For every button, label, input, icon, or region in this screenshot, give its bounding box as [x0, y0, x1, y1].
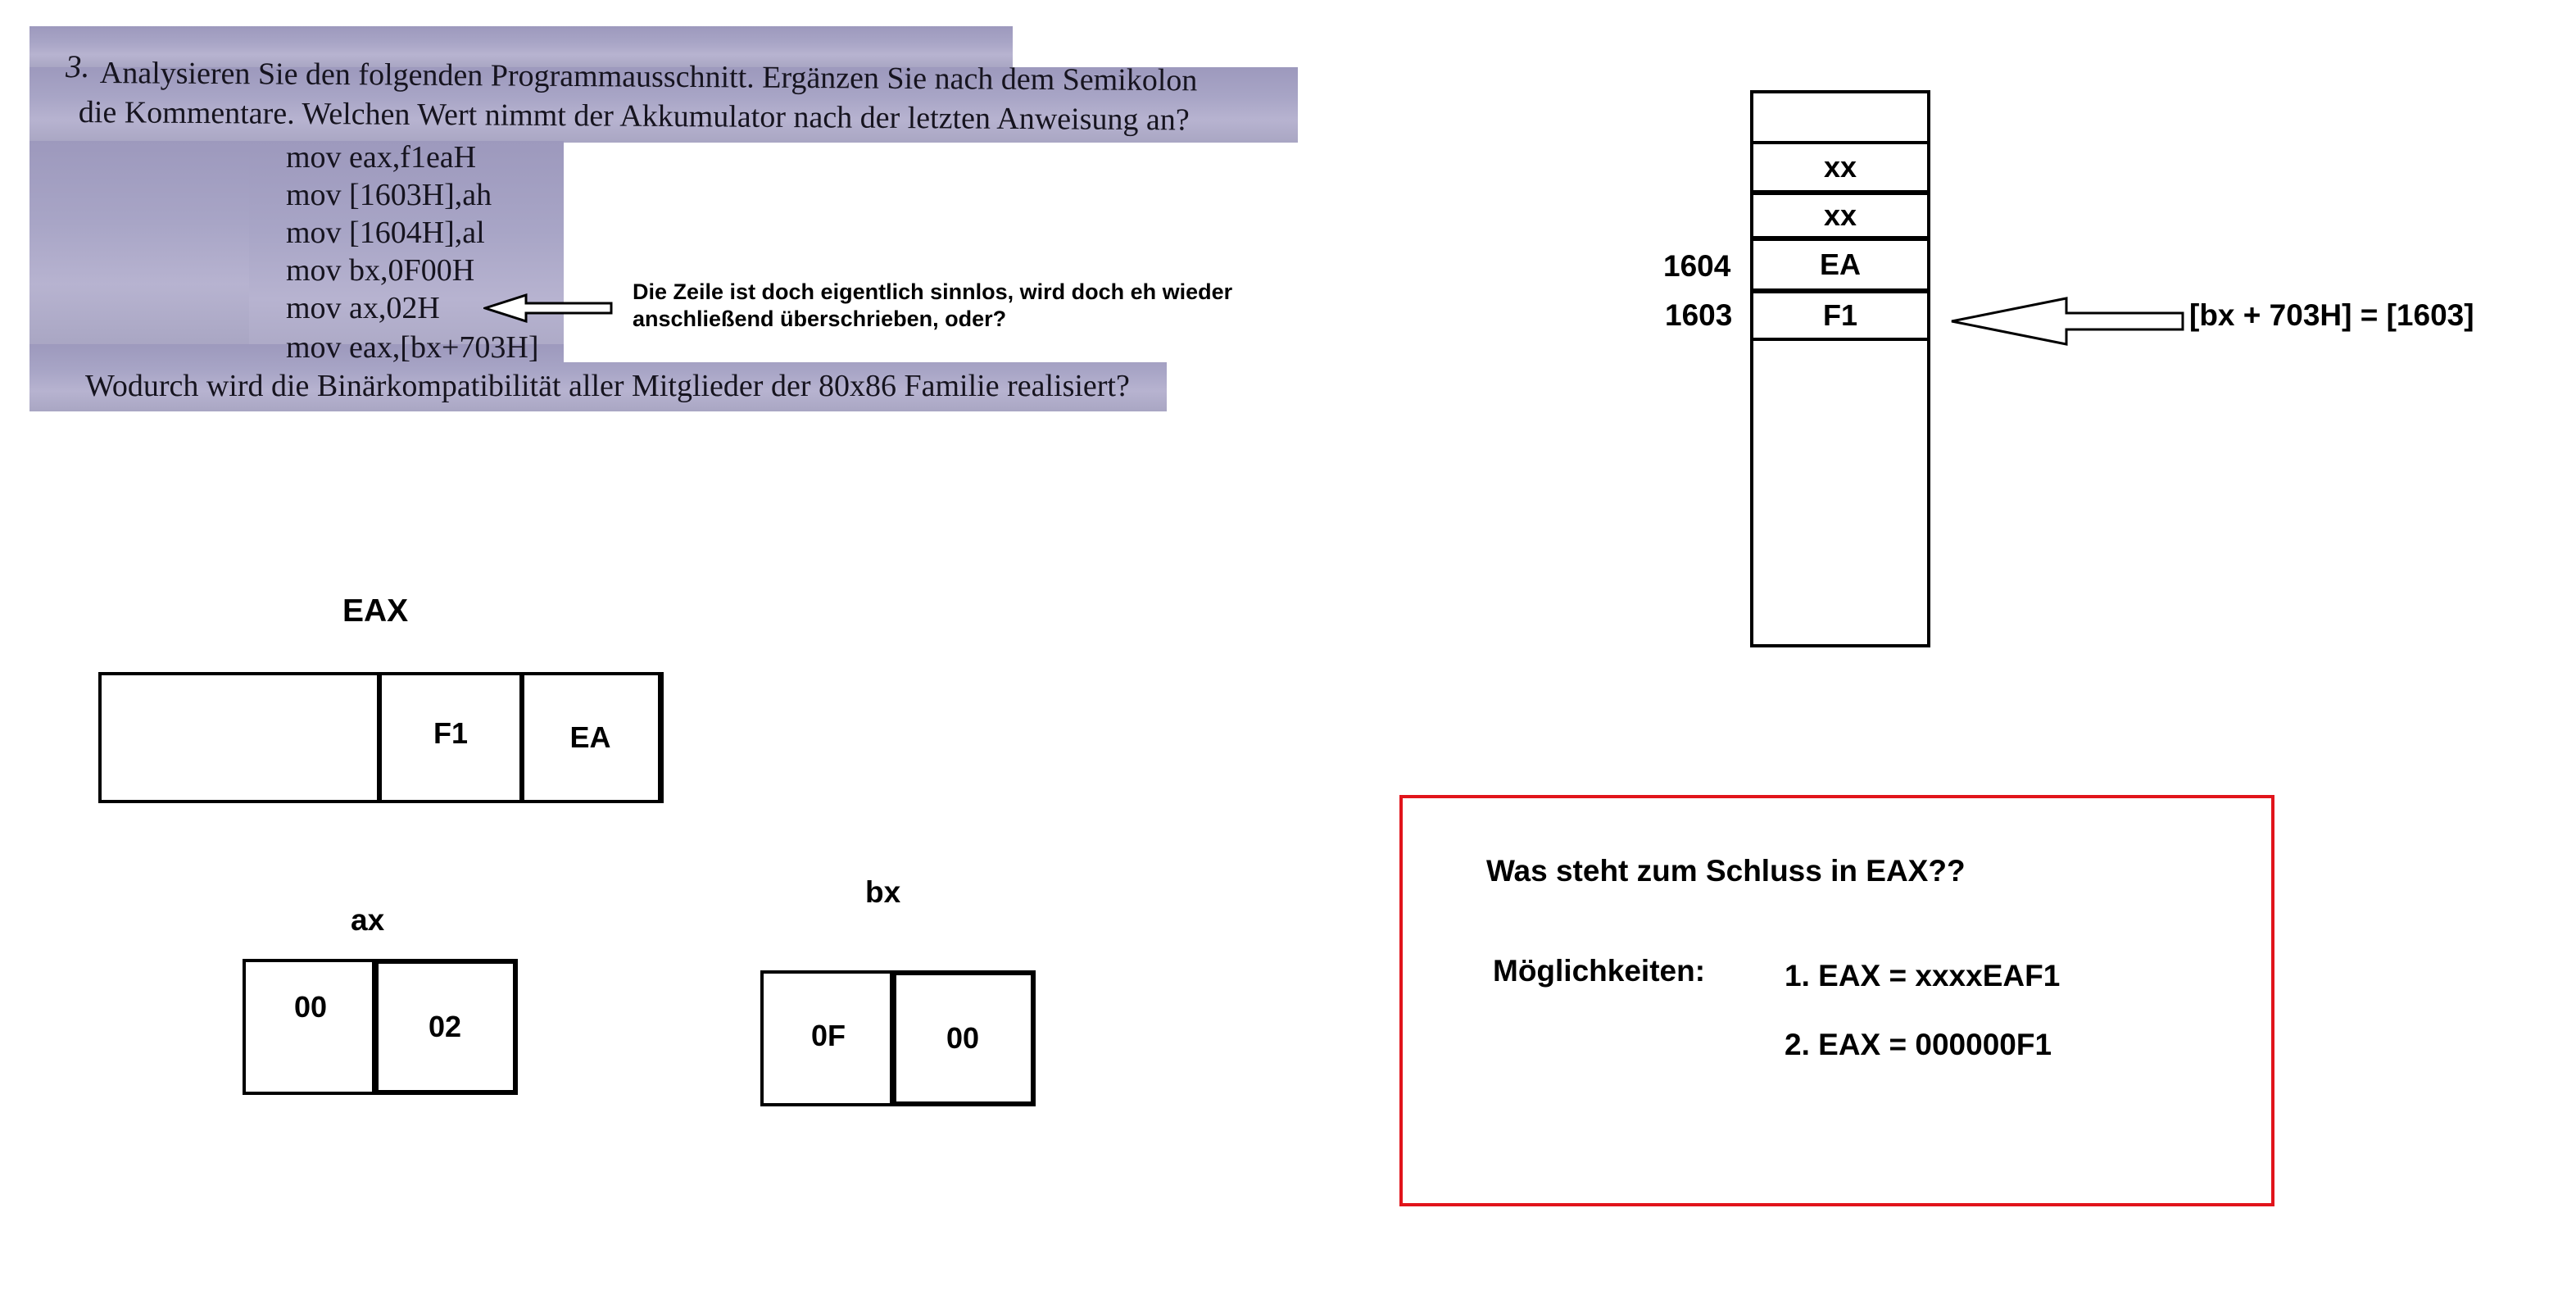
next-question: Wodurch wird die Binärkompatibilität aller Mitglieder der 80x86 Familie realisiert? [85, 369, 1130, 403]
bx-cell-low: 00 [890, 970, 1036, 1106]
exercise-line1: Analysieren Sie den folgenden Programmausschnitt. Ergänzen Sie nach dem Semikolon [99, 56, 1198, 98]
options-label: Möglichkeiten: [1493, 954, 1706, 988]
code-line: mov bx,0F00H [286, 253, 475, 288]
question-text: Was steht zum Schluss in EAX?? [1486, 854, 1966, 888]
pointer-arrow-icon [1948, 293, 2186, 351]
code-line: mov [1604H],al [286, 216, 485, 250]
ax-label: ax [351, 903, 385, 937]
eax-cell [98, 672, 382, 803]
bx-cell-high: 0F [760, 970, 896, 1106]
exercise-line2: die Kommentare. Welchen Wert nimmt der Akkumulator nach der letzten Anweisung an? [78, 95, 1190, 138]
memory-cell-1604: EA [1750, 238, 1930, 292]
memory-cell: xx [1750, 192, 1930, 239]
comment-note [633, 279, 1232, 333]
code-line: mov eax,f1eaH [286, 140, 477, 175]
ax-cell-high: 00 [243, 959, 379, 1095]
bx-label: bx [865, 875, 901, 909]
code-line: mov ax,02H [286, 291, 440, 325]
eax-label: EAX [342, 593, 409, 629]
memory-cell: xx [1750, 141, 1930, 193]
pointer-label: [bx + 703H] = [1603] [2189, 298, 2474, 332]
option-item: 2. EAX = 000000F1 [1785, 1028, 2052, 1061]
memory-cell [1750, 338, 1930, 647]
comment-arrow-icon [483, 292, 615, 325]
address-1603: 1603 [1665, 298, 1733, 332]
exercise-scan-left [29, 141, 249, 346]
eax-cell-ah: F1 [377, 672, 524, 803]
comment-note-line2: anschließend überschrieben, oder? [633, 307, 1007, 331]
address-1604: 1604 [1663, 249, 1731, 283]
memory-cell-1603: F1 [1750, 290, 1930, 341]
memory-cell [1750, 90, 1930, 144]
code-line: mov eax,[bx+703H] [286, 330, 539, 365]
comment-note-line1: Die Zeile ist doch eigentlich sinnlos, wird doch eh wieder [633, 279, 1233, 304]
ax-cell-low: 02 [372, 959, 518, 1095]
option-item: 1. EAX = xxxxEAF1 [1785, 959, 2061, 992]
code-line: mov [1603H],ah [286, 178, 492, 212]
eax-cell-al: EA [519, 672, 664, 803]
exercise-number: 3. [66, 49, 90, 84]
